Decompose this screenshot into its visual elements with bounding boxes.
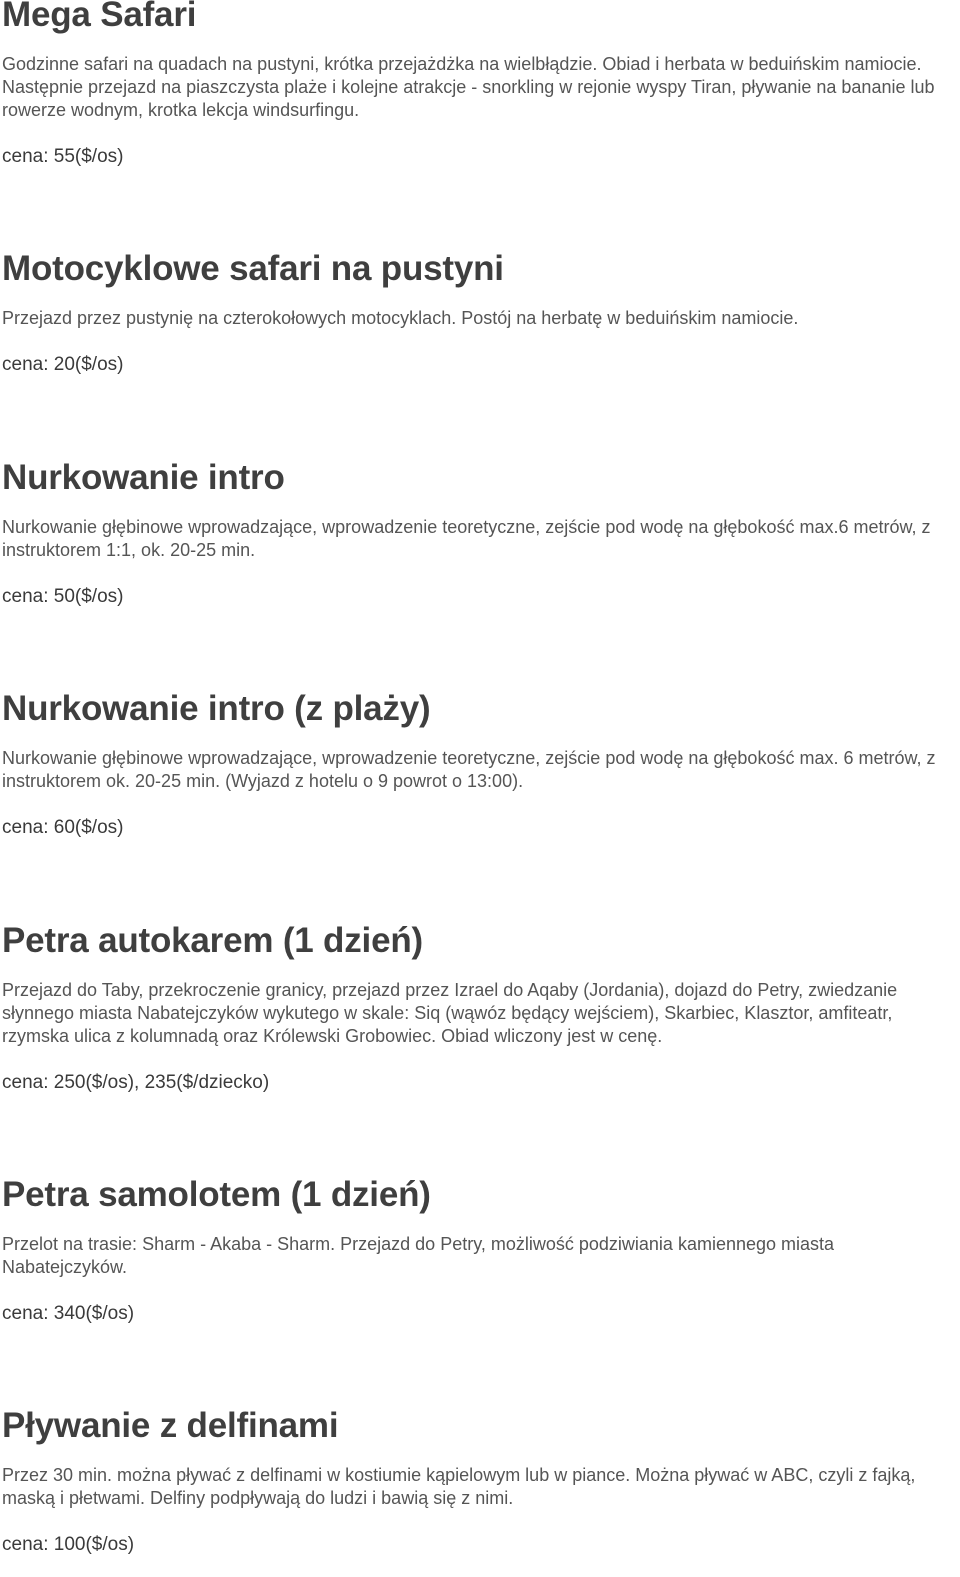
offer-motocyklowe-safari [2,249,954,376]
offer-description: Nurkowanie głębinowe wprowadzające, wprowadzenie teoretyczne, zejście pod wodę na głębokość max.6 metrów, z instruktorem 1:1, ok. 20-25 min. [2,517,931,560]
offer-description: Przejazd przez pustynię na czterokołowych motocyklach. Postój na herbatę w beduińskim namiocie. [2,308,799,328]
offer-nurkowanie-intro-z-plazy [2,689,954,839]
offer-price: cena: 55($/os) [2,146,124,167]
offer-price: cena: 20($/os) [2,354,124,375]
offer-price: cena: 340($/os) [2,1303,135,1324]
offer-price: cena: 100($/os) [2,1534,135,1555]
offer-plywanie-z-delfinami [2,1406,954,1556]
offer-description: Godzinne safari na quadach na pustyni, krótka przejażdżka na wielbłądzie. Obiad i herbata w beduińskim namiocie. Następnie przejazd na piaszczysta plaże i kolejne atrakcje - snorkling w rejonie wyspy Tiran, pływanie na bananie lub rowerze wodnym, krotka lekcja windsurfingu. [2,54,935,120]
offer-description: Nurkowanie głębinowe wprowadzające, wprowadzenie teoretyczne, zejście pod wodę na głębokość max. 6 metrów, z instruktorem ok. 20-25 min. (Wyjazd z hotelu o 9 powrot o 13:00). [2,748,936,791]
offer-title: Nurkowanie intro [2,458,285,497]
offer-title: Petra autokarem (1 dzień) [2,921,423,960]
offer-title: Pływanie z delfinami [2,1406,339,1445]
offer-nurkowanie-intro [2,458,954,608]
offer-description: Przelot na trasie: Sharm - Akaba - Sharm. Przejazd do Petry, możliwość podziwiania kamiennego miasta Nabatejczyków. [2,1234,835,1277]
offer-mega-safari [2,0,954,168]
offer-petra-samolotem [2,1175,954,1325]
offer-price: cena: 60($/os) [2,817,124,838]
offer-description: Przejazd do Taby, przekroczenie granicy, przejazd przez Izrael do Aqaby (Jordania), dojazd do Petry, zwiedzanie słynnego miasta Nabatejczyków wykutego w skale: Siq (wąwóz będący wejściem), Skarbiec, Klasztor, amfiteatr, rzymska ulica z kolumnadą oraz Królewski Grobowiec. Obiad wliczony jest w cenę. [2,980,898,1046]
offer-title: Nurkowanie intro (z plaży) [2,689,431,728]
offer-petra-autokarem [2,921,954,1094]
offer-price: cena: 50($/os) [2,586,124,607]
offer-description: Przez 30 min. można pływać z delfinami w kostiumie kąpielowym lub w piance. Można pływać w ABC, czyli z fajką, maską i płetwami. Delfiny podpływają do ludzi i bawią się z nimi. [2,1465,916,1508]
offer-title: Petra samolotem (1 dzień) [2,1175,431,1214]
offer-title: Mega Safari [2,0,197,34]
offer-title: Motocyklowe safari na pustyni [2,249,504,288]
offer-price: cena: 250($/os), 235($/dziecko) [2,1072,270,1093]
